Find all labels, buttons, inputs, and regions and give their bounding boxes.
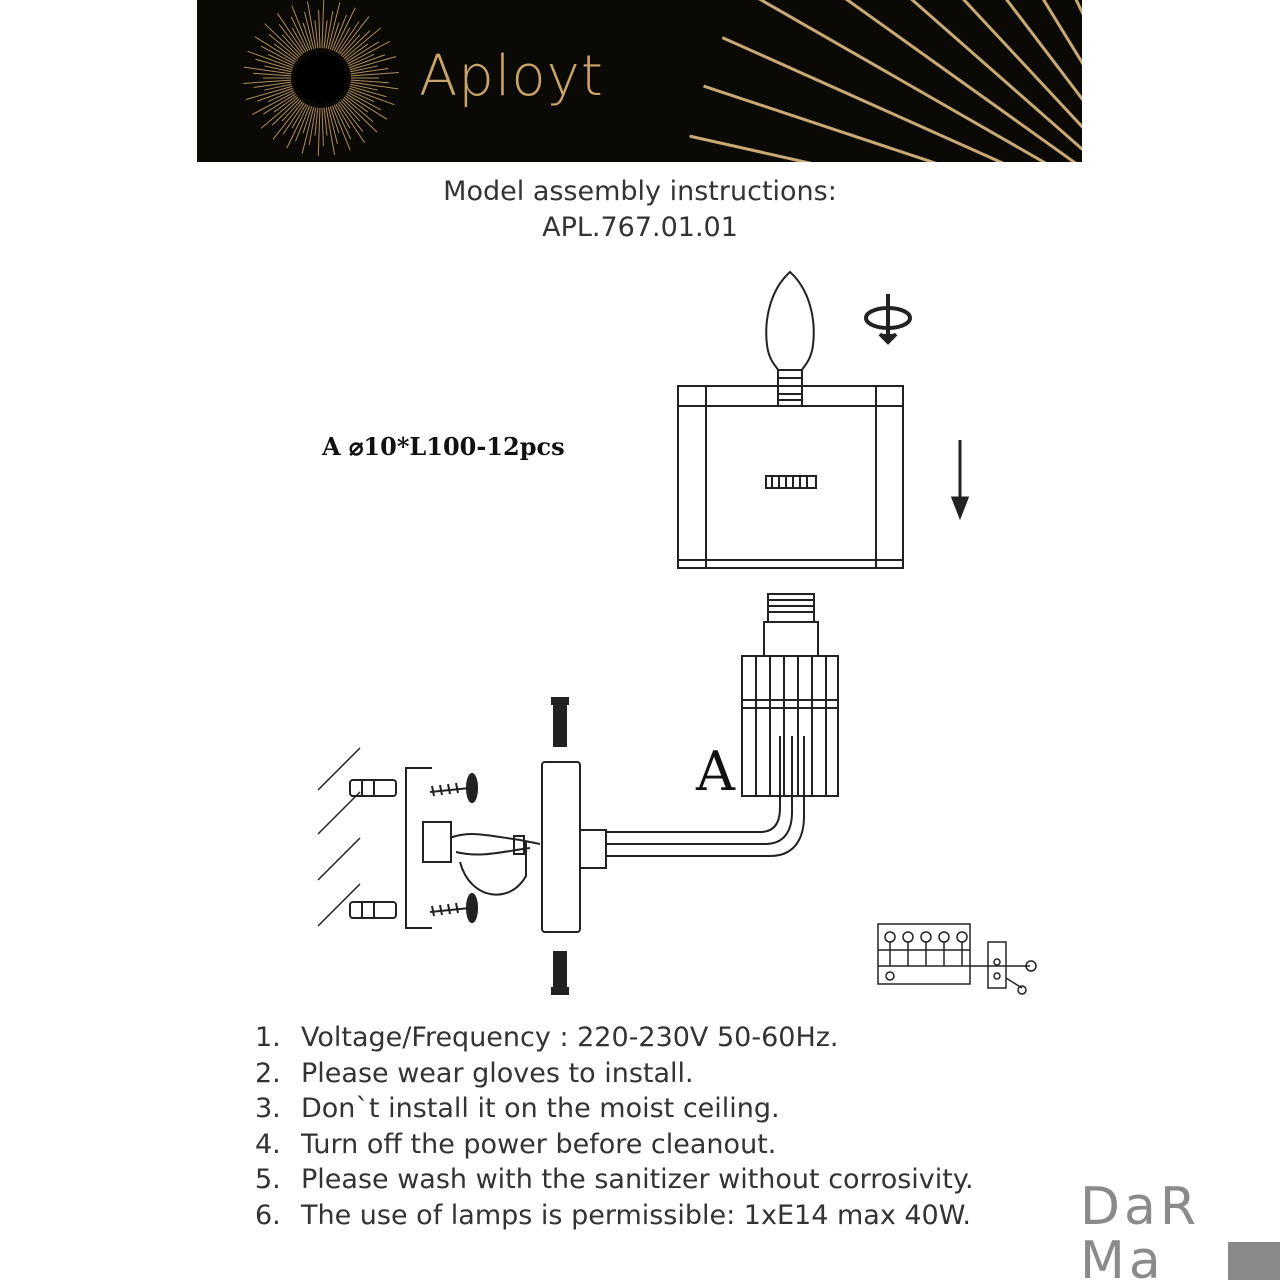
wiring — [450, 834, 540, 895]
wall-anchor-icon — [350, 780, 396, 918]
screw-icon — [430, 774, 477, 922]
list-item: 4. Turn off the power before cleanout. — [255, 1128, 777, 1160]
svg-text:Ma: Ma — [1080, 1231, 1165, 1280]
instructions-list — [255, 1020, 974, 1233]
darma-watermark — [1080, 1180, 1280, 1280]
svg-text:DaR: DaR — [1080, 1180, 1201, 1237]
terminal-block-icon — [878, 924, 1036, 994]
list-item: 2. Please wear gloves to install. — [255, 1057, 694, 1089]
list-item: 1. Voltage/Frequency : 220-230V 50-60Hz. — [255, 1022, 839, 1053]
title-model-number: APL.767.01.01 — [542, 212, 738, 243]
mounting-bracket — [406, 768, 451, 928]
list-item: 3. Don`t install it on the moist ceiling. — [255, 1093, 780, 1124]
down-arrow-icon — [953, 440, 967, 516]
part-a-label: A — [696, 740, 735, 803]
wall-plate — [542, 698, 580, 994]
title-line-1: Model assembly instructions: — [443, 176, 837, 207]
watermark-block — [1228, 1242, 1280, 1280]
wall-hatching — [318, 748, 360, 926]
list-item: 5. Please wash with the sanitizer without corrosivity. — [255, 1164, 974, 1195]
brand-logo: Aployt — [419, 44, 604, 109]
parts-spec: A ⌀10*L100-12pcs — [322, 432, 565, 461]
lamp-shade — [678, 386, 903, 568]
list-item: 6. The use of lamps is permissible: 1xE14 max 40W. — [255, 1199, 971, 1231]
rotate-icon — [866, 294, 910, 342]
socket-holder — [742, 594, 838, 796]
